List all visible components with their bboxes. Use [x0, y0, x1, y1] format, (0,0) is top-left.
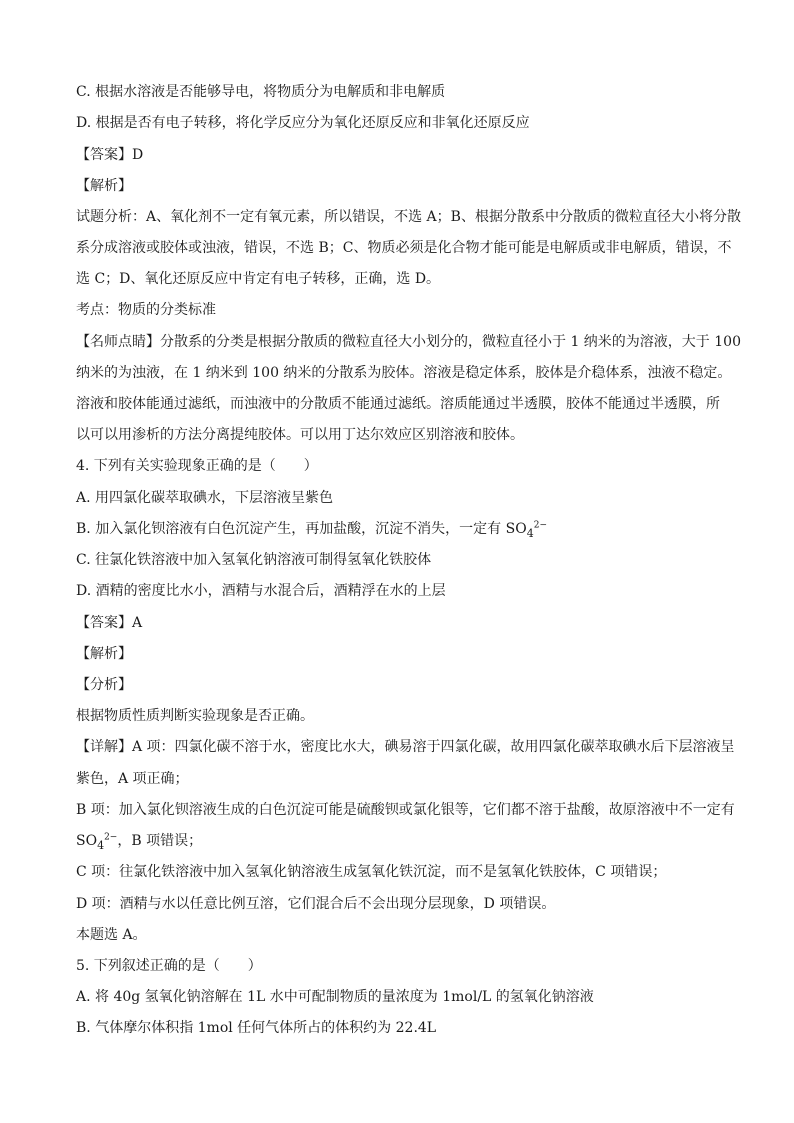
option-b-q4: B. 加入氯化钡溶液有白色沉淀产生，再加盐酸，沉淀不消失，一定有 $SO_4^{2-}$	[76, 520, 547, 540]
teacher-note-line: 【名师点睛】分散系的分类是根据分散质的微粒直径大小划分的，微粒直径小于 1 纳米的为溶液，大于 100	[76, 334, 741, 350]
option-d-q3: D. 根据是否有电子转移，将化学反应分为氧化还原反应和非氧化还原反应	[76, 115, 530, 131]
subscript: 4	[97, 838, 105, 852]
detail-text-line: B 项：加入氯化钡溶液生成的白色沉淀可能是硫酸钡或氯化银等，它们都不溶于盐酸，故原溶液中不一定有	[76, 802, 735, 818]
analysis-heading-q4: 【解析】	[76, 646, 132, 662]
detail-text-line: $SO_4^{2-}$，B 项错误；	[76, 832, 203, 852]
analysis-text-line: 系分成溶液或胶体或浊液，错误，不选 B；C、物质必须是化合物才能可能是电解质或非电解质，错误，不	[76, 240, 732, 256]
question-4-stem: 4. 下列有关实验现象正确的是（ ）	[76, 458, 318, 474]
knowledge-point: 考点：物质的分类标准	[76, 302, 216, 318]
teacher-note-line: 溶液和胶体能通过滤纸，而浊液中的分散质不能通过滤纸。溶质能通过半透膜，胶体不能通过半透膜，所	[76, 396, 720, 412]
superscript: 2−	[533, 520, 547, 531]
detail-text-line: 【详解】A 项：四氯化碳不溶于水，密度比水大，碘易溶于四氯化碳，故用四氯化碳萃取碘水后下层溶液呈	[76, 739, 735, 755]
subscript: 4	[526, 526, 534, 540]
analysis-text-line: 选 C；D、氧化还原反应中肯定有电子转移，正确，选 D。	[76, 271, 441, 287]
conclusion-line: 本题选 A。	[76, 927, 147, 943]
detail-text-line: 紫色，A 项正确；	[76, 771, 189, 787]
option-c-q3: C. 根据水溶液是否能够导电，将物质分为电解质和非电解质	[76, 84, 446, 100]
detail-text-line: C 项：往氯化铁溶液中加入氢氧化钠溶液生成氢氧化铁沉淀，而不是氢氧化铁胶体，C 项错误；	[76, 864, 667, 880]
option-d-q4: D. 酒精的密度比水小，酒精与水混合后，酒精浮在水的上层	[76, 583, 446, 599]
answer-q3: 【答案】D	[76, 147, 144, 163]
detail-text-line: D 项：酒精与水以任意比例互溶，它们混合后不会出现分层现象，D 项错误。	[76, 896, 556, 912]
option-c-q4: C. 往氯化铁溶液中加入氢氧化钠溶液可制得氢氧化铁胶体	[76, 552, 432, 568]
option-a-q4: A. 用四氯化碳萃取碘水，下层溶液呈紫色	[76, 490, 334, 506]
analysis-subheading: 【分析】	[76, 677, 132, 693]
analysis-text-line: 试题分析：A、氧化剂不一定有氧元素，所以错误，不选 A；B、根据分散系中分散质的微粒直径大小将分散	[76, 209, 741, 225]
analysis-heading-q3: 【解析】	[76, 178, 132, 194]
option-b-q5: B. 气体摩尔体积指 1mol 任何气体所占的体积约为 22.4L	[76, 1020, 437, 1036]
teacher-note-line: 以可以用渗析的方法分离提纯胶体。可以用丁达尔效应区别溶液和胶体。	[76, 427, 524, 443]
superscript: 2−	[104, 832, 118, 843]
analysis-text-line: 根据物质性质判断实验现象是否正确。	[76, 708, 314, 724]
option-a-q5: A. 将 40g 氢氧化钠溶解在 1L 水中可配制物质的量浓度为 1mol/L 的氢氧化钠溶液	[76, 989, 594, 1005]
answer-q4: 【答案】A	[76, 615, 143, 631]
teacher-note-line: 纳米的为浊液，在 1 纳米到 100 纳米的分散系为胶体。溶液是稳定体系，胶体是介稳体系，浊液不稳定。	[76, 365, 732, 381]
question-5-stem: 5. 下列叙述正确的是（ ）	[76, 958, 262, 974]
